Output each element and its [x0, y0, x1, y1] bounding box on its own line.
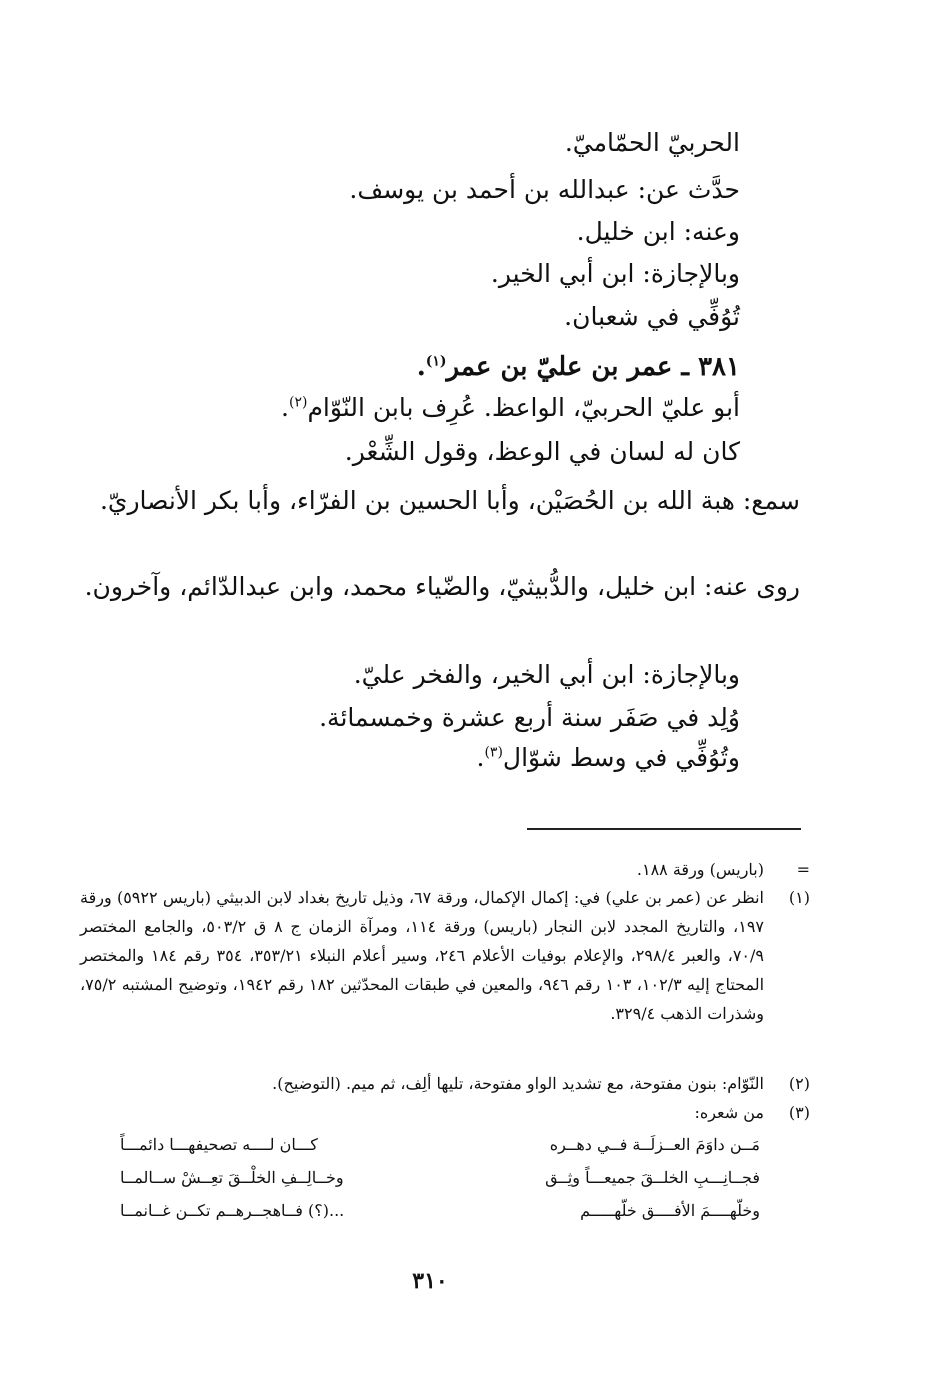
kunya-text: أبو عليّ الحربيّ، الواعظ. عُرِف بابن النّوّام — [307, 393, 740, 422]
text-line-anhu: وعنه: ابن خليل. — [576, 217, 740, 246]
kunya-line — [281, 393, 740, 422]
footnote-2 — [80, 1069, 810, 1098]
entry-heading-text: ٣٨١ ـ عمر بن عليّ بن عمر — [446, 352, 740, 382]
footnote-1 — [80, 883, 810, 1063]
ijaza-line: وبالإجازة: ابن أبي الخير، والفخر عليّ. — [353, 660, 740, 689]
text-line-haddatha: حدَّث عن: عبدالله بن أحمد بن يوسف. — [349, 175, 740, 204]
footnote-3-text: من شعره: — [694, 1103, 764, 1122]
sama-paragraph: سمع: هبة الله بن الحُصَيْن، وأبا الحسين بن الفرّاء، وأبا بكر الأنصاريّ. — [99, 486, 800, 515]
text-line-death-shaban: تُوُفِّي في شعبان. — [564, 302, 740, 331]
footnote-3 — [80, 1098, 810, 1127]
verse-3-first-hemistich: وخلّهــــمَ الأفــــق خلّهـــــم — [580, 1201, 760, 1220]
verse-1-second-hemistich: كـــان لــــه تصحيفهـــا دائمـــاً — [120, 1135, 318, 1154]
text-line-hammami: الحربيّ الحمّاميّ. — [564, 128, 740, 157]
footnote-continuation — [80, 855, 810, 884]
footnote-1-number: (١) — [788, 888, 810, 907]
footnote-ref-3: (٣) — [484, 744, 503, 761]
footnote-ref-2: (٢) — [288, 394, 308, 411]
verse-line-3 — [120, 1201, 760, 1229]
entry-heading — [417, 352, 740, 382]
entry-heading-end: . — [416, 352, 426, 382]
verse-line-1 — [120, 1135, 760, 1163]
verse-line-2 — [120, 1168, 760, 1196]
footnote-1-text: انظر عن (عمر بن علي) في: إكمال الإكمال، ورقة ٦٧، وذيل تاريخ بغداد لابن الدبيثي (باريس ٥٩٢٢) ورقة ١٩٧، والتاريخ المجدد لابن النجار (باريس) ورقة ١١٤، ومرآة الزمان ج ٨ ق ٥٠٣/٢، والجامع المختصر ٧٠/٩، والعبر ٢٩٨/٤، والإعلام بوفيات الأعلام ٢٤٦، وسير أعلام النبلاء ٣٥٣/٢١، ٣٥٤ رقم ١٨٤ والمختصر المحتاج إليه ١٠٢/٣، ١٠٣ رقم ٩٤٦، والمعين في طبقات المحدّثين ١٨٢ رقم ١٩٤٢، وتوضيح المشتبه ٧٥/٢، وشذرات الذهب ٣٢٩/٤. — [80, 888, 765, 1023]
death-line — [476, 743, 740, 772]
footnote-3-number: (٣) — [788, 1103, 810, 1122]
verse-1-first-hemistich: مَــن داوَمَ العــزلَــة فــي دهــره — [549, 1135, 760, 1154]
kunya-end: . — [281, 393, 289, 422]
death-text: وتُوُفِّي في وسط شوّال — [502, 743, 740, 772]
verse-2-second-hemistich: وخــالِــفِ الخلْــقَ تعِــشْ ســالمــا — [120, 1168, 344, 1187]
lisan-line: كان له لسان في الوعظ، وقول الشِّعْر. — [344, 437, 740, 466]
death-end: . — [476, 743, 485, 772]
footnote-separator — [527, 828, 801, 830]
verse-3-second-hemistich: ...(؟) فــاهجــرهــم تكــن غــانمــا — [120, 1201, 345, 1220]
verse-2-first-hemistich: فجــانِـــبِ الخلــقَ جميعـــاً وثِــق — [545, 1168, 760, 1187]
footnote-2-text: النّوّام: بنون مفتوحة، مع تشديد الواو مفتوحة، تليها ألِف، ثم ميم. (التوضيح). — [272, 1074, 764, 1093]
page-number: ٣١٠ — [412, 1268, 448, 1294]
footnote-2-number: (٢) — [788, 1074, 810, 1093]
footnote-ref-1: (١) — [425, 353, 447, 370]
continuation-mark: = — [796, 860, 810, 879]
continuation-text: (باريس) ورقة ١٨٨. — [636, 860, 764, 879]
rawa-paragraph: روى عنه: ابن خليل، والدُّبيثيّ، والضّياء محمد، وابن عبدالدّائم، وآخرون. — [84, 572, 800, 601]
wulid-line: وُلِد في صَفَر سنة أربع عشرة وخمسمائة. — [319, 703, 740, 732]
text-line-ijaza: وبالإجازة: ابن أبي الخير. — [490, 259, 740, 288]
